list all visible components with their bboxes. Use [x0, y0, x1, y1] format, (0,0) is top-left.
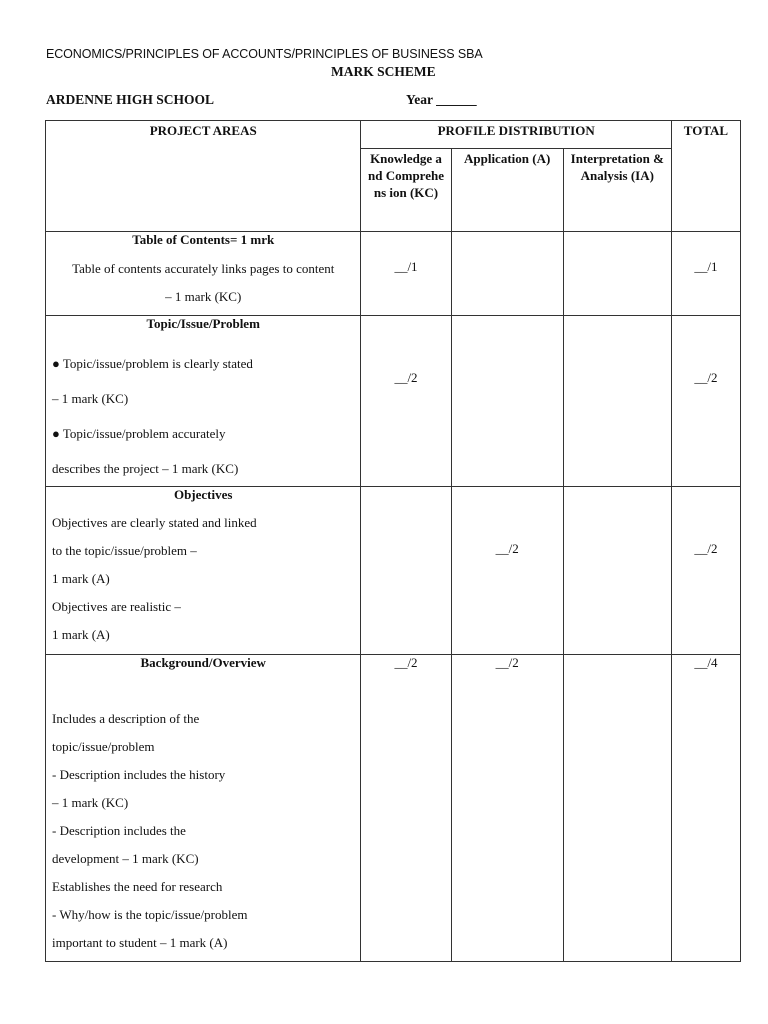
a-mark	[451, 316, 563, 487]
criterion-line: Establishes the need for research	[52, 879, 223, 894]
section-title: Topic/Issue/Problem	[146, 316, 260, 331]
table-row	[46, 487, 741, 655]
criterion-line: 1 mark (A)	[52, 627, 110, 642]
year-field: Year ______	[406, 92, 477, 107]
ia-mark	[563, 655, 671, 962]
page-title: MARK SCHEME	[331, 64, 436, 79]
criterion-line: ● Topic/issue/problem is clearly stated	[52, 356, 253, 371]
header-total: TOTAL	[671, 121, 740, 232]
criterion-line: - Description includes the	[52, 823, 186, 838]
total-mark: __/4	[671, 655, 740, 962]
header-application: Application (A)	[451, 149, 563, 232]
mark-scheme-table	[45, 120, 741, 962]
header-kc: Knowledge and Comprehens ion (KC)	[361, 149, 451, 232]
kc-mark: __/2	[361, 316, 451, 487]
criterion-line: to the topic/issue/problem –	[52, 543, 197, 558]
subject-line: ECONOMICS/PRINCIPLES OF ACCOUNTS/PRINCIPLES OF BUSINESS SBA	[46, 47, 483, 61]
criterion-line: - Description includes the history	[52, 767, 226, 782]
criterion-line: describes the project – 1 mark (KC)	[52, 461, 239, 476]
project-area-cell	[46, 487, 361, 655]
table-row	[46, 232, 741, 316]
criterion-line: development – 1 mark (KC)	[52, 851, 199, 866]
section-title: Background/Overview	[140, 655, 266, 670]
section-title: Objectives	[173, 487, 233, 502]
ia-mark	[563, 316, 671, 487]
header-profile-distribution: PROFILE DISTRIBUTION	[361, 121, 671, 149]
criterion-line: topic/issue/problem	[52, 739, 155, 754]
a-mark: __/2	[451, 487, 563, 655]
criterion-line: Objectives are clearly stated and linked	[52, 515, 257, 530]
total-mark: __/1	[671, 232, 740, 316]
kc-mark	[361, 487, 451, 655]
table-row	[46, 316, 741, 487]
criterion-line: Includes a description of the	[52, 711, 200, 726]
total-mark: __/2	[671, 316, 740, 487]
project-area-cell	[46, 655, 361, 962]
header-interpretation-analysis: Interpretation & Analysis (IA)	[563, 149, 671, 232]
section-title: Table of Contents= 1 mrk	[132, 232, 275, 247]
criterion-line: – 1 mark (KC)	[52, 795, 129, 810]
criterion-line: – 1 mark (KC)	[165, 289, 242, 304]
school-name: ARDENNE HIGH SCHOOL	[46, 92, 215, 107]
ia-mark	[563, 487, 671, 655]
project-area-cell	[46, 316, 361, 487]
criterion-line: - Why/how is the topic/issue/problem	[52, 907, 248, 922]
a-mark	[451, 232, 563, 316]
ia-mark	[563, 232, 671, 316]
kc-mark: __/2	[361, 655, 451, 962]
criterion-line: Table of contents accurately links pages to content	[72, 261, 335, 276]
criterion-line: important to student – 1 mark (A)	[52, 935, 228, 950]
criterion-line: – 1 mark (KC)	[52, 391, 129, 406]
header-project-areas: PROJECT AREAS	[46, 121, 361, 232]
total-mark: __/2	[671, 487, 740, 655]
criterion-line: Objectives are realistic –	[52, 599, 181, 614]
project-area-cell	[46, 232, 361, 316]
table-row	[46, 655, 741, 962]
a-mark: __/2	[451, 655, 563, 962]
criterion-line: 1 mark (A)	[52, 571, 110, 586]
criterion-line: ● Topic/issue/problem accurately	[52, 426, 226, 441]
kc-mark: __/1	[361, 232, 451, 316]
